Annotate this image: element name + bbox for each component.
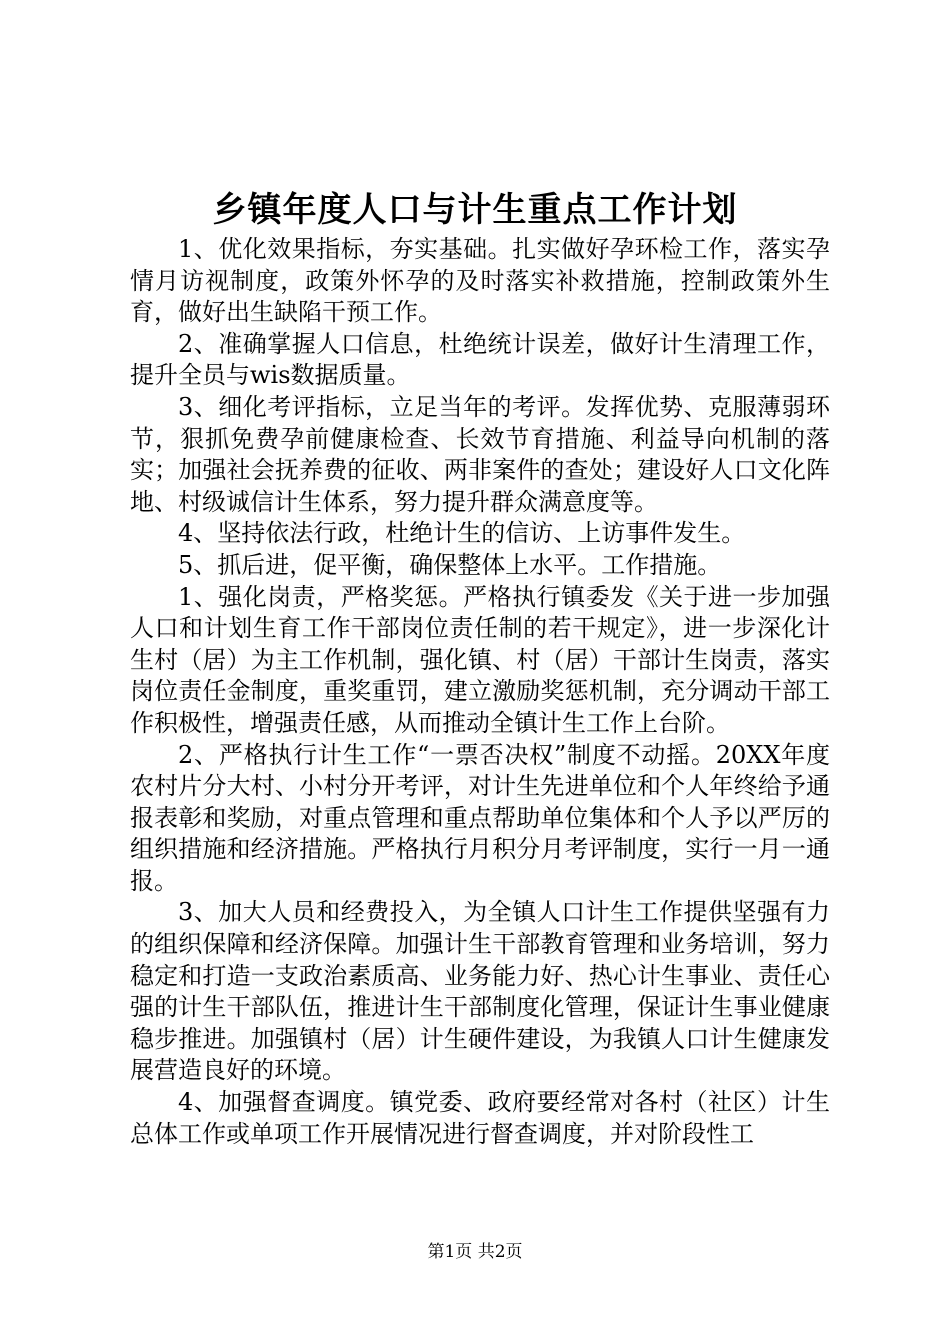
paragraph: 2、严格执行计生工作“一票否决权”制度不动摇。20XX年度农村片分大村、小村分开考评，对计生先进单位和个人年终给予通报表彰和奖励，对重点管理和重点帮助单位集体和个人予以严厉的组织措施和经济措施。严格执行月积分月考评制度，实行一月一通报。	[130, 740, 830, 895]
paragraph: 3、细化考评指标，立足当年的考评。发挥优势、克服薄弱环节，狠抓免费孕前健康检查、长效节育措施、利益导向机制的落实；加强社会抚养费的征收、两非案件的查处；建设好人口文化阵地、村级诚信计生体系，努力提升群众满意度等。	[130, 392, 830, 516]
paragraph: 2、准确掌握人口信息，杜绝统计误差，做好计生清理工作，提升全员与wis数据质量。	[130, 329, 830, 390]
paragraph: 1、强化岗责，严格奖惩。严格执行镇委发《关于进一步加强人口和计划生育工作干部岗位责任制的若干规定》，进一步深化计生村（居）为主工作机制，强化镇、村（居）干部计生岗责，落实岗位责任金制度，重奖重罚，建立激励奖惩机制，充分调动干部工作积极性，增强责任感，从而推动全镇计生工作上台阶。	[130, 582, 830, 737]
paragraph: 3、加大人员和经费投入，为全镇人口计生工作提供坚强有力的组织保障和经济保障。加强计生干部教育管理和业务培训，努力稳定和打造一支政治素质高、业务能力好、热心计生事业、责任心强的计生干部队伍，推进计生干部制度化管理，保证计生事业健康稳步推进。加强镇村（居）计生硬件建设，为我镇人口计生健康发展营造良好的环境。	[130, 898, 830, 1085]
paragraph: 5、抓后进，促平衡，确保整体上水平。工作措施。	[178, 550, 722, 579]
paragraph: 1、优化效果指标，夯实基础。扎实做好孕环检工作，落实孕情月访视制度，政策外怀孕的及时落实补救措施，控制政策外生育，做好出生缺陷干预工作。	[130, 235, 830, 327]
paragraph: 4、加强督查调度。镇党委、政府要经常对各村（社区）计生总体工作或单项工作开展情况进行督查调度，并对阶段性工	[130, 1088, 830, 1148]
document-body	[130, 234, 830, 1150]
document-title: 乡镇年度人口与计生重点工作计划	[212, 190, 738, 230]
page-footer: 第1页 共2页	[427, 1242, 523, 1262]
paragraph: 4、坚持依法行政，杜绝计生的信访、上访事件发生。	[178, 519, 746, 548]
